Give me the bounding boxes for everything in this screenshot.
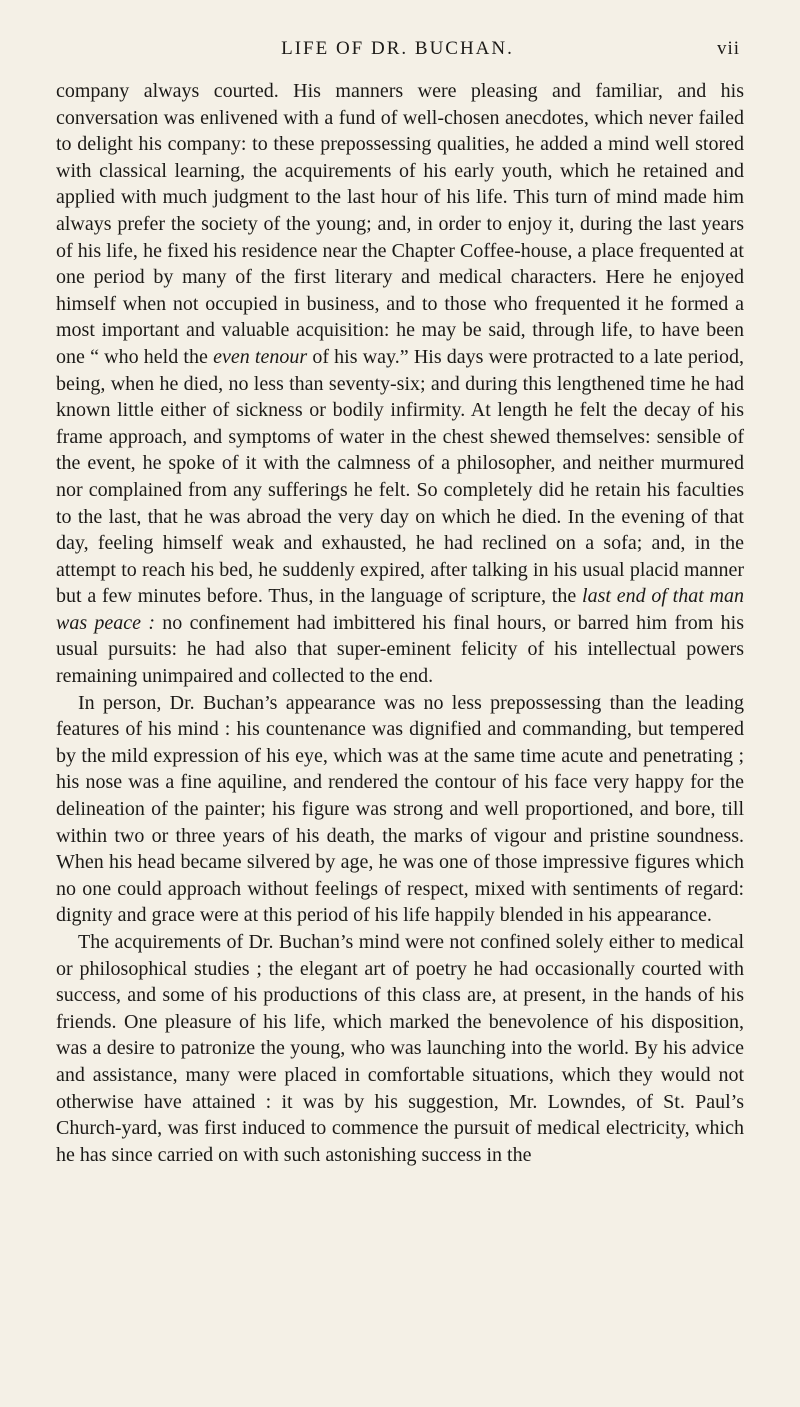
text-segment: of his way.” His days were protracted to a late period, being, when he died, no less than seventy-six; and during this lengthened time he had known little either of sickness or bodily infirmity. At length he felt the decay of his frame approach, and symptoms of water in the chest shewed themselves: sensible of the event, he spoke of it with the calmness of a philosopher, and neither murmured nor complained from any sufferings he felt. So completely did he retain his faculties to the last, that he was abroad the very day on which he died. In the evening of that day, feeling himself weak and exhausted, he had reclined on a sofa; and, in the attempt to reach his bed, he suddenly expired, after talking in his usual placid manner but a few minutes before. Thus, in the language of scripture, the [56,345,744,608]
paragraph-appearance [56,690,744,929]
page-number: vii [716,38,740,59]
body-text [56,78,744,1168]
text-segment: The acquirements of Dr. Buchan’s mind were not confined solely either to medical or philosophical studies ; the elegant art of poetry he had occasionally courted with success, and some of his productions of this class are, at present, in the hands of his friends. One pleasure of his life, which marked the benevolence of his disposition, was a desire to patronize the young, who was launching into the world. By his advice and assistance, many were placed in comfortable situations, which they would not otherwise have attained : it was by his suggestion, Mr. Lowndes, of St. Paul’s Church-yard, was first induced to commence the pursuit of medical electricity, which he has since carried on with such astonishing success in the [56,931,744,1166]
text-segment: company always courted. His manners were pleasing and familiar, and his conversation was enlivened with a fund of well-chosen anecdotes, which never failed to delight his company: to these prepossessing qualities, he added a mind well stored with classical learning, the acquirements of his early youth, which he retained and applied with much judgment to the last hour of his life. This turn of mind made him always prefer the society of the young; and, in order to enjoy it, during the last years of his life, he fixed his residence near the Chapter Coffee-house, a place frequented at one period by many of the first literary and medical characters. Here he enjoyed himself when not occupied in business, and to those who frequented it he formed a most important and valuable acquisition: he may be said, through life, to have been one “ who held the [56,80,744,368]
paragraph-final-days [56,78,744,690]
text-segment: In person, Dr. Buchan’s appearance was no less prepossessing than the leading features of his mind : his countenance was dignified and commanding, but tempered by the mild expression of his eye, which was at the same time acute and penetrating ; his nose was a fine aquiline, and rendered the contour of his face very happy for the delineation of the painter; his figure was strong and well proportioned, and bore, till within two or three years of his death, the marks of vigour and pristine soundness. When his head became silvered by age, he was one of those impressive figures which no one could approach without feelings of respect, mixed with sentiments of regard: dignity and grace were at this period of his life happily blended in his appearance. [56,691,744,927]
italic-phrase: last end of that man was peace : [56,585,745,634]
paragraph-acquirements [56,929,744,1168]
italic-phrase: even tenour [213,345,308,368]
running-title: LIFE OF DR. BUCHAN. [281,38,514,59]
running-head [55,34,740,62]
text-segment: no confinement had imbittered his final hours, or barred him from his usual pursuits: he had also that super-eminent felicity of his intellectual powers remaining unimpaired and collected to the end. [56,611,744,688]
